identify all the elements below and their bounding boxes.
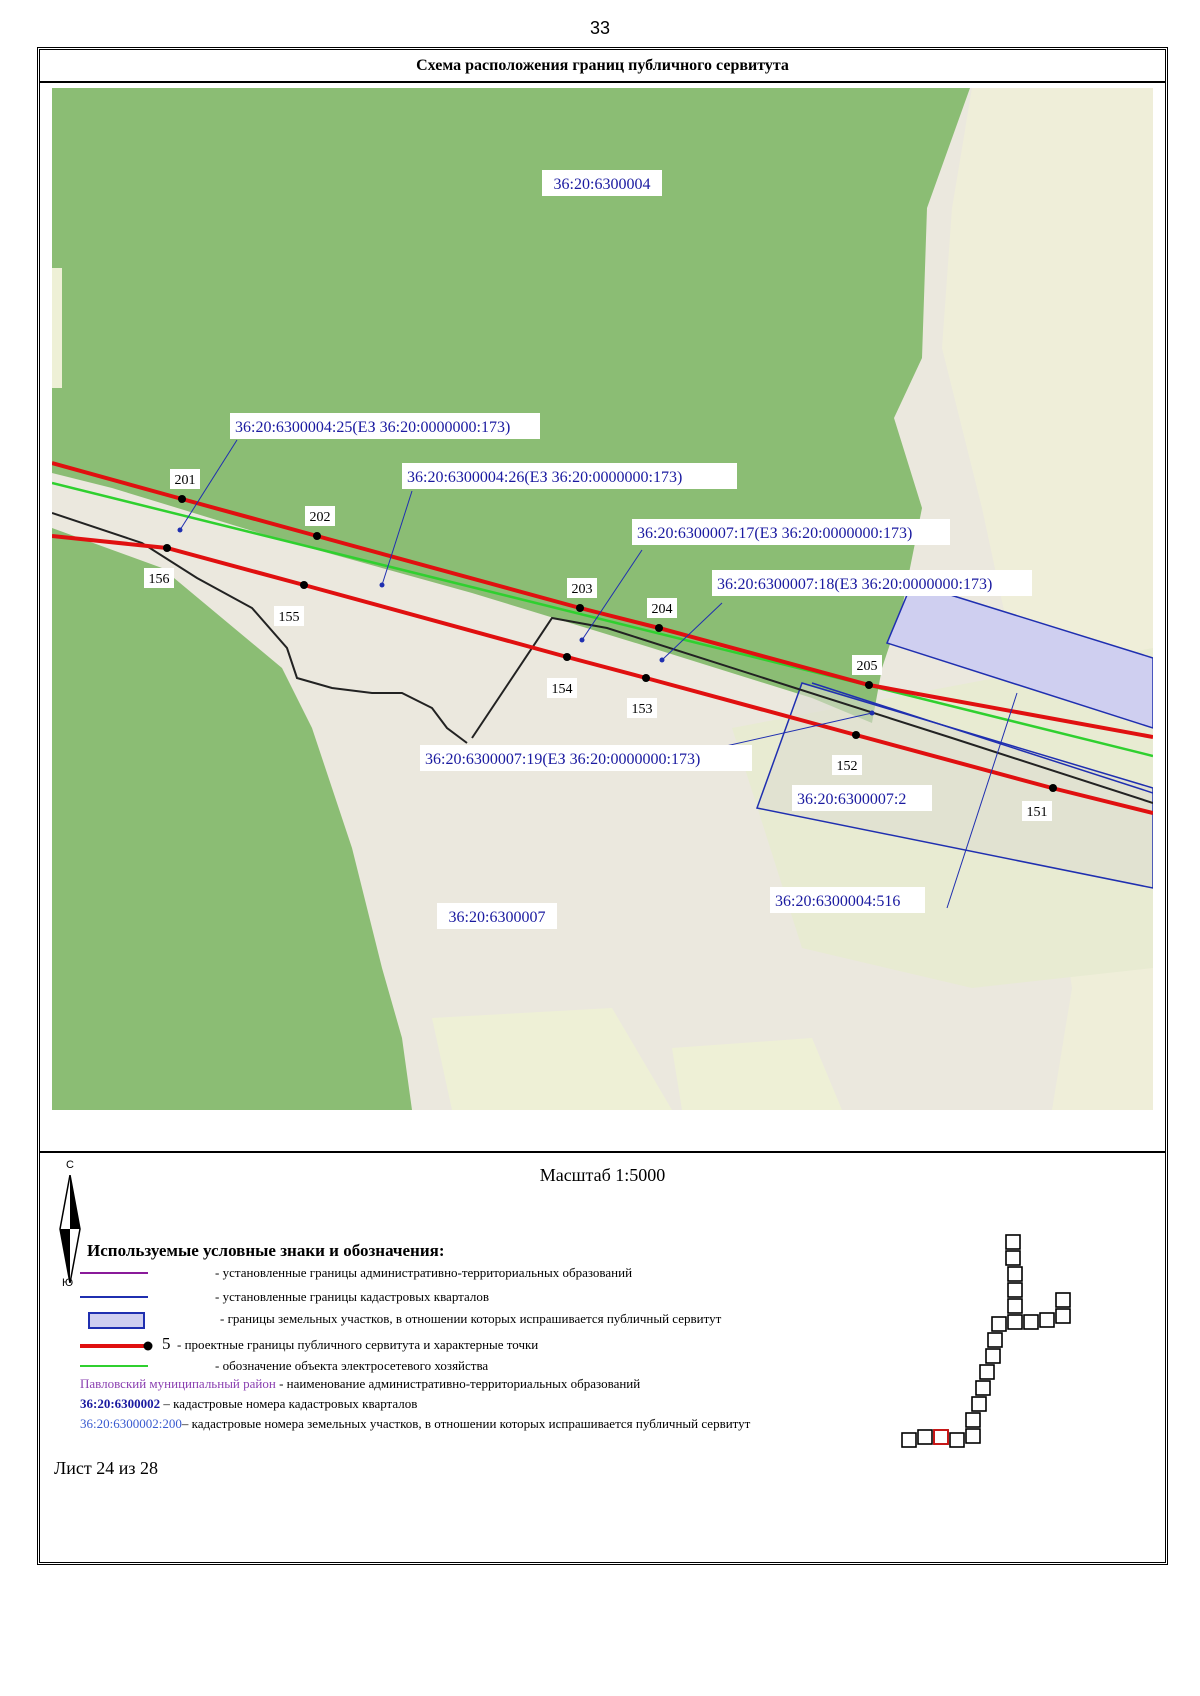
svg-text:36:20:6300007:18(ЕЗ 36:20:0000: 36:20:6300007:18(ЕЗ 36:20:0000000:173): [717, 576, 993, 593]
svg-text:202: 202: [309, 510, 331, 525]
parcel-label-17: [632, 519, 950, 545]
servitude-boundary-symbol: [80, 1340, 154, 1352]
point-label-203: [567, 578, 597, 598]
svg-text:36:20:6300004:26(ЕЗ 36:20:0000: 36:20:6300004:26(ЕЗ 36:20:0000000:173): [407, 469, 683, 486]
point-154: [563, 653, 571, 661]
sheet-title: Схема расположения границ публичного сервитута: [40, 50, 1165, 83]
legend-example-parcel: 36:20:6300002:200– кадастровые номера земельных участков, в отношении которых испрашивается публичный сервитут: [80, 1416, 751, 1431]
compass-north-label: С: [66, 1159, 74, 1171]
svg-text:151: 151: [1026, 805, 1048, 820]
point-label-152: [832, 755, 862, 775]
quarter-label-north: [542, 170, 662, 196]
point-201: [178, 495, 186, 503]
svg-text:205: 205: [856, 659, 878, 674]
sheet-number: Лист 24 из 28: [54, 1458, 158, 1478]
point-151: [1049, 784, 1057, 792]
svg-text:204: 204: [651, 602, 673, 617]
parcel-symbol: [88, 1311, 146, 1331]
svg-text:155: 155: [278, 610, 300, 625]
point-label-156: [144, 568, 174, 588]
compass-icon: [58, 1175, 82, 1283]
point-155: [300, 581, 308, 589]
parcel-label-18: [712, 570, 1032, 596]
point-205: [865, 681, 873, 689]
point-label-155: [274, 606, 304, 626]
map-canvas: [52, 88, 1153, 1110]
quarter-label-south: [437, 903, 557, 929]
quarter-boundary-symbol: [80, 1294, 148, 1300]
district-example-name: Павловский муниципальный район: [80, 1376, 276, 1391]
point-153: [642, 674, 650, 682]
legend-example-district: Павловский муниципальный район - наименование административно-территориальных образований: [80, 1376, 641, 1391]
svg-text:36:20:6300007: 36:20:6300007: [448, 909, 546, 926]
parcel-label-2: [792, 785, 932, 811]
parcel-example-name: 36:20:6300002:200: [80, 1416, 182, 1431]
legend-title: Используемые условные знаки и обозначения:: [87, 1241, 445, 1260]
quarter-example-name: 36:20:6300002: [80, 1396, 161, 1411]
svg-text:203: 203: [571, 582, 593, 597]
drawing-sheet: [37, 47, 1168, 1565]
scale-label: Масштаб 1:5000: [539, 1165, 666, 1185]
parcel-label-25: [230, 413, 540, 439]
svg-text:36:20:6300007:19(ЕЗ 36:20:0000: 36:20:6300007:19(ЕЗ 36:20:0000000:173): [425, 751, 701, 768]
point-label-201: [170, 469, 200, 489]
point-204: [655, 624, 663, 632]
parcel-label-516: [770, 887, 925, 913]
svg-text:36:20:6300007:2: 36:20:6300007:2: [797, 791, 907, 808]
quarter-label-north-text: 36:20:6300004: [553, 176, 651, 193]
parcel-label-26: [402, 463, 737, 489]
point-label-151: [1022, 801, 1052, 821]
point-label-202: [305, 506, 335, 526]
overview-scheme-icon: [900, 1233, 1140, 1463]
point-203: [576, 604, 584, 612]
svg-text:36:20:6300007:17(ЕЗ 36:20:0000: 36:20:6300007:17(ЕЗ 36:20:0000000:173): [637, 525, 913, 542]
svg-text:201: 201: [174, 473, 196, 488]
legend-area: Масштаб 1:5000 С Ю Используемые условные знаки и обозначения: - установленные границы административно-территориальных образований - установленные границы кадастровых кварталов - границы земельных участков, в отношении которых испрашивается публичный сервитут 5 - проектные границы публичного сервитута и характерные точки - обозначение объекта электросетевого хозяйства Павловский муниципальный район - наименование административно-территориальных образований 36:20:6300002 – кадастровые номера кадастровых кварталов 36:20:6300002:200– кадастровые номера земельных участков, в отношении которых испрашивается публичный сервитут Лист 24 из 28: [40, 1151, 1165, 1562]
svg-text:153: 153: [631, 702, 653, 717]
point-152: [852, 731, 860, 739]
svg-text:36:20:6300004:516: 36:20:6300004:516: [775, 893, 901, 910]
svg-text:36:20:6300004:25(ЕЗ 36:20:0000: 36:20:6300004:25(ЕЗ 36:20:0000000:173): [235, 419, 511, 436]
meadow-south-2: [672, 1038, 842, 1110]
power-line-symbol: [80, 1363, 148, 1369]
parcel-label-19: [420, 745, 752, 771]
point-label-205: [852, 655, 882, 675]
legend-example-quarter: 36:20:6300002 – кадастровые номера кадастровых кварталов: [80, 1396, 418, 1411]
point-label-153: [627, 698, 657, 718]
svg-text:152: 152: [836, 759, 858, 774]
point-156: [163, 544, 171, 552]
compass-south-label: Ю: [62, 1277, 74, 1289]
point-label-204: [647, 598, 677, 618]
map: [52, 88, 1153, 1110]
point-label-154: [547, 678, 577, 698]
point-202: [313, 532, 321, 540]
svg-text:154: 154: [551, 682, 573, 697]
page-number: 33: [589, 18, 611, 38]
admin-boundary-symbol: [80, 1270, 148, 1276]
svg-text:156: 156: [148, 572, 170, 587]
